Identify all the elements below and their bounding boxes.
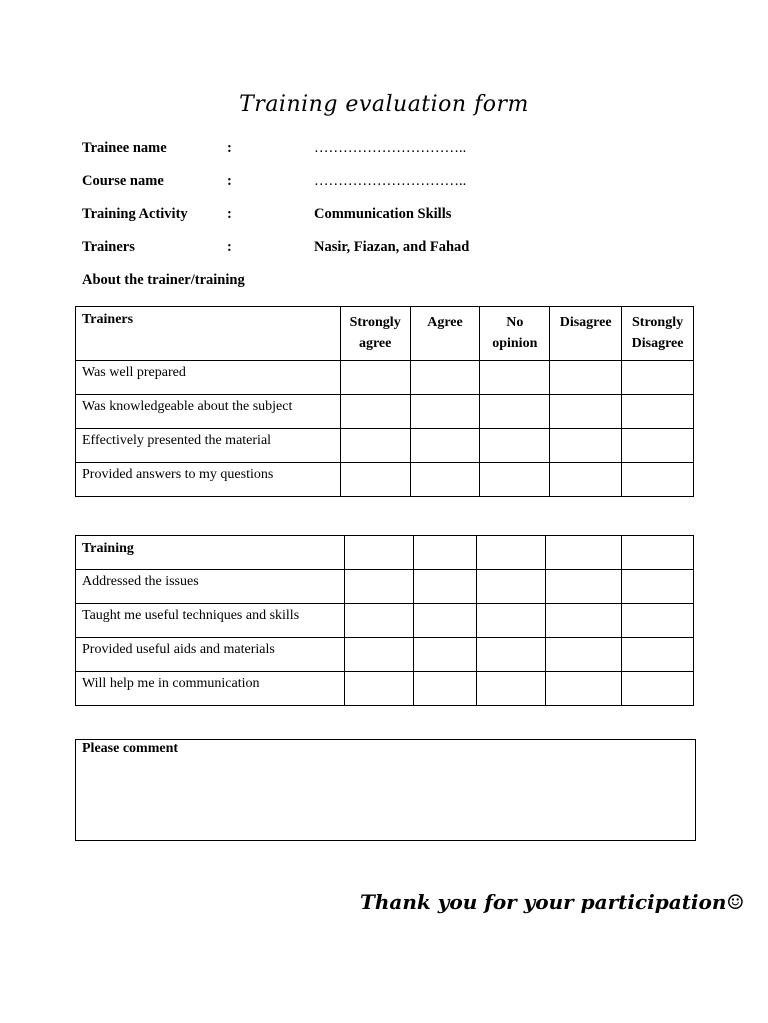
row-label: Addressed the issues bbox=[76, 570, 345, 604]
info-label: Course name bbox=[82, 173, 164, 189]
rating-cell[interactable] bbox=[622, 638, 694, 672]
table-row bbox=[76, 429, 694, 463]
column-header-strongly-disagree: Strongly Disagree bbox=[622, 307, 694, 361]
rating-cell[interactable] bbox=[622, 429, 694, 463]
rating-cell[interactable] bbox=[340, 361, 410, 395]
table-row bbox=[76, 395, 694, 429]
rating-cell[interactable] bbox=[476, 672, 546, 706]
table-header-row bbox=[76, 307, 694, 361]
rating-cell[interactable] bbox=[480, 429, 550, 463]
rating-cell[interactable] bbox=[546, 604, 622, 638]
rating-cell bbox=[344, 536, 413, 570]
rating-cell[interactable] bbox=[344, 570, 413, 604]
rating-cell[interactable] bbox=[413, 604, 476, 638]
column-header-disagree: Disagree bbox=[550, 307, 622, 361]
row-label: Will help me in communication bbox=[76, 672, 345, 706]
rating-cell[interactable] bbox=[413, 672, 476, 706]
info-label: Trainee name bbox=[82, 140, 167, 156]
info-label: Training Activity bbox=[82, 206, 188, 222]
rating-cell[interactable] bbox=[410, 429, 480, 463]
rating-cell[interactable] bbox=[622, 570, 694, 604]
rating-cell[interactable] bbox=[550, 395, 622, 429]
course-name-field[interactable]: ………………………….. bbox=[314, 173, 467, 189]
row-label: Effectively presented the material bbox=[76, 429, 341, 463]
rating-cell[interactable] bbox=[550, 463, 622, 497]
rating-cell[interactable] bbox=[413, 638, 476, 672]
info-colon: : bbox=[227, 173, 232, 189]
training-table bbox=[75, 535, 694, 706]
section-label: About the trainer/training bbox=[82, 272, 245, 288]
rating-cell[interactable] bbox=[622, 463, 694, 497]
rating-cell bbox=[413, 536, 476, 570]
rating-cell[interactable] bbox=[340, 463, 410, 497]
table-row bbox=[76, 570, 694, 604]
comment-label: Please comment bbox=[82, 741, 179, 756]
rating-cell[interactable] bbox=[410, 361, 480, 395]
column-header-no-opinion: No opinion bbox=[480, 307, 550, 361]
info-label: Trainers bbox=[82, 239, 135, 255]
thank-you-message: Thank you for your participation☺ bbox=[360, 890, 745, 914]
info-colon: : bbox=[227, 239, 232, 255]
page-title: Training evaluation form bbox=[239, 92, 529, 117]
row-label: Was knowledgeable about the subject bbox=[76, 395, 341, 429]
rating-cell bbox=[622, 536, 694, 570]
table-header-row bbox=[76, 536, 694, 570]
rating-cell[interactable] bbox=[476, 570, 546, 604]
table-row bbox=[76, 361, 694, 395]
rating-cell[interactable] bbox=[410, 395, 480, 429]
table-row bbox=[76, 638, 694, 672]
column-header-agree: Agree bbox=[410, 307, 480, 361]
rating-cell[interactable] bbox=[344, 672, 413, 706]
info-colon: : bbox=[227, 206, 232, 222]
rating-cell[interactable] bbox=[344, 604, 413, 638]
rating-cell[interactable] bbox=[344, 638, 413, 672]
rating-cell[interactable] bbox=[480, 463, 550, 497]
rating-cell bbox=[476, 536, 546, 570]
trainee-name-field[interactable]: ………………………….. bbox=[314, 140, 467, 156]
rating-cell[interactable] bbox=[622, 604, 694, 638]
training-header: Training bbox=[76, 536, 345, 570]
info-value: Communication Skills bbox=[314, 206, 452, 222]
rating-cell[interactable] bbox=[622, 361, 694, 395]
rating-cell[interactable] bbox=[340, 395, 410, 429]
rating-cell[interactable] bbox=[622, 395, 694, 429]
info-value: Nasir, Fiazan, and Fahad bbox=[314, 239, 470, 255]
table-row bbox=[76, 604, 694, 638]
rating-cell[interactable] bbox=[546, 570, 622, 604]
row-label: Taught me useful techniques and skills bbox=[76, 604, 345, 638]
rating-cell[interactable] bbox=[480, 361, 550, 395]
table-row bbox=[76, 672, 694, 706]
trainers-table bbox=[75, 306, 694, 497]
comment-box[interactable] bbox=[75, 739, 696, 841]
info-colon: : bbox=[227, 140, 232, 156]
rating-cell[interactable] bbox=[550, 429, 622, 463]
rating-cell[interactable] bbox=[622, 672, 694, 706]
rating-cell[interactable] bbox=[340, 429, 410, 463]
rating-cell[interactable] bbox=[546, 672, 622, 706]
row-label: Provided useful aids and materials bbox=[76, 638, 345, 672]
rating-cell[interactable] bbox=[410, 463, 480, 497]
row-label: Provided answers to my questions bbox=[76, 463, 341, 497]
table-row bbox=[76, 463, 694, 497]
rating-cell[interactable] bbox=[413, 570, 476, 604]
rating-cell[interactable] bbox=[480, 395, 550, 429]
row-label: Was well prepared bbox=[76, 361, 341, 395]
rating-cell[interactable] bbox=[476, 604, 546, 638]
rating-cell[interactable] bbox=[546, 638, 622, 672]
rating-cell bbox=[546, 536, 622, 570]
trainers-header: Trainers bbox=[76, 307, 341, 361]
column-header-strongly-agree: Strongly agree bbox=[340, 307, 410, 361]
rating-cell[interactable] bbox=[476, 638, 546, 672]
rating-cell[interactable] bbox=[550, 361, 622, 395]
